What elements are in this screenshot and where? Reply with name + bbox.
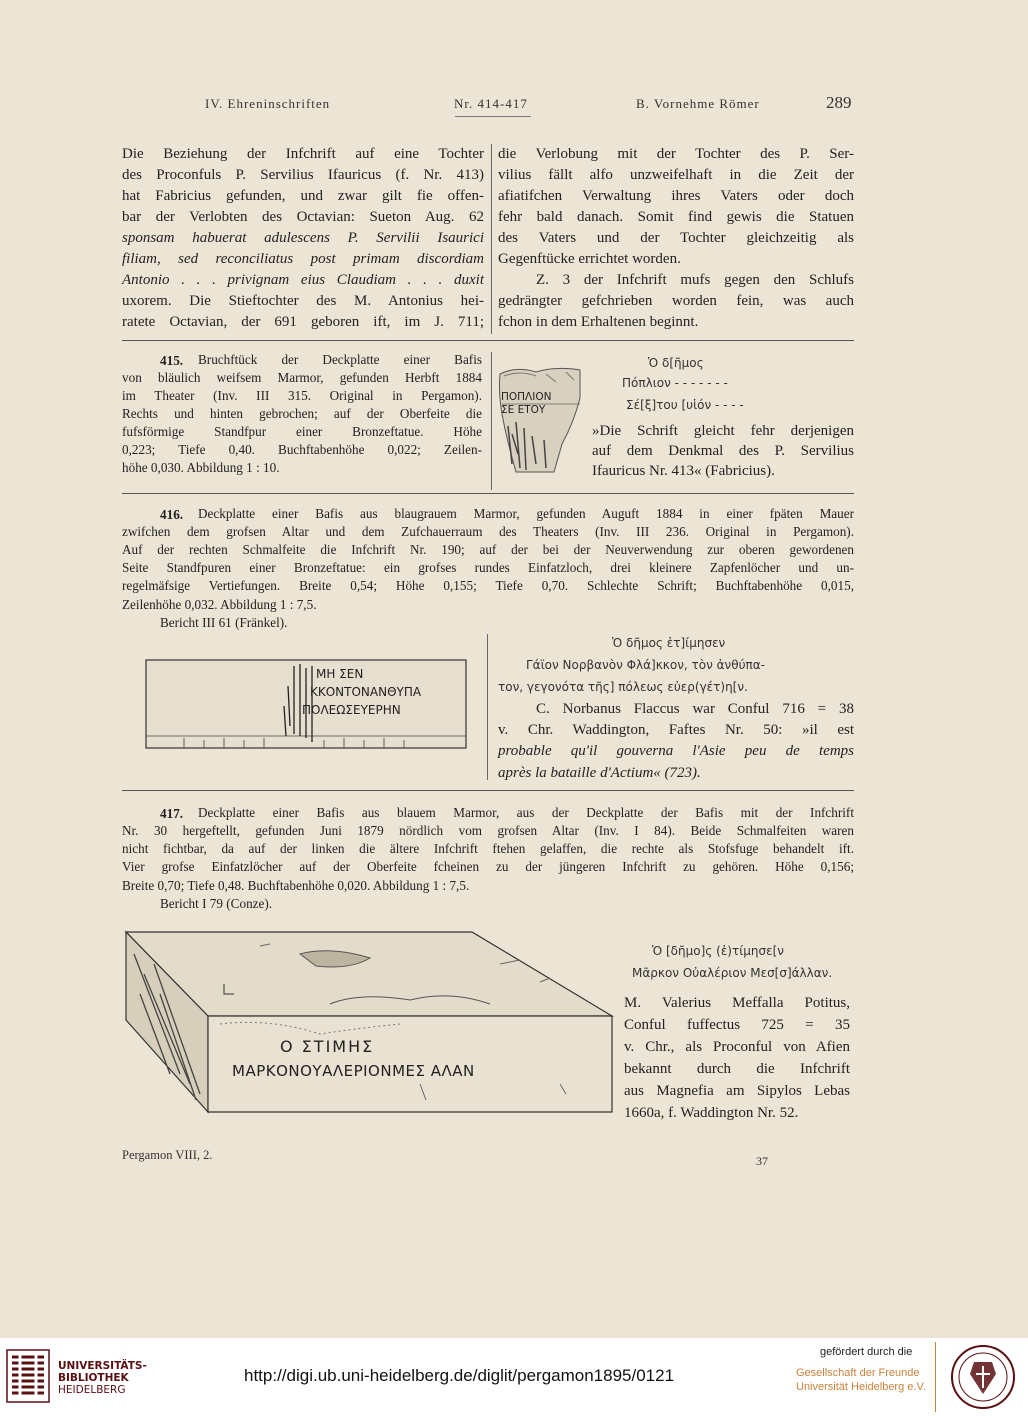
entry-416-inscription-3: τον, γεγονότα τῆς] πόλεως εὐερ(γέτ)η[ν. <box>498 680 748 694</box>
society-seal-icon <box>950 1344 1016 1410</box>
digitization-url-link[interactable]: http://digi.ub.uni-heidelberg.de/diglit/pergamon1895/0121 <box>244 1366 675 1385</box>
top-right-line-9: fchon in dem Erhaltenen beginnt. <box>498 314 699 330</box>
top-right-line-4: fehr bald danach. Somit find gewis die Statuen <box>498 209 854 225</box>
block-text-2: ΜΑΡΚΟΝΟΥΑΛΕΡΙΟΝΜΕΣ ΑΛΑΝ <box>232 1062 475 1080</box>
entry-417-line-3: nicht fichtbar, da auf der linken die ältere Infchrift ftehen gelaffen, die rechte als Stofsfuge behandelt ift. <box>122 841 854 856</box>
entry-415-line-7: höhe 0,030. Abbildung 1 : 10. <box>122 460 280 475</box>
fragment-text-1: ΠΟΠΛΙΟΝ <box>501 391 552 403</box>
digitization-bar <box>0 1338 1028 1416</box>
slab-text-3: ΠΟΛΕΩΣΕΥΕΡΗΝ <box>302 703 401 717</box>
entry-415-commentary-1: »Die Schrift gleicht fehr derjenigen <box>592 423 854 439</box>
entry-416-inscription-2: Γάϊον Νορβανὸν Φλά]κκον, τὸν ἀνθύπα- <box>526 658 765 672</box>
entry-416-line-3: Auf der rechten Schmalfeite die Infchrift Nr. 190; auf der bei der Neuverwendung zur oberen gewordenen <box>122 542 854 557</box>
entry-417-figure <box>120 924 616 1146</box>
entry-417-report: Bericht I 79 (Conze). <box>160 896 273 911</box>
top-right-line-3: afiatifchen Verwaltung ihres Vaters oder doch <box>498 188 854 204</box>
entry-417-commentary-4: bekannt durch die Infchrift <box>624 1061 850 1077</box>
header-underline <box>455 116 531 117</box>
library-name-1: UNIVERSITÄTS- <box>58 1360 147 1372</box>
top-right-line-8: gedrängter gefchrieben worden fein, was auch <box>498 293 854 309</box>
header-center: Nr. 414-417 <box>454 96 528 111</box>
entry-415-line-2: von bläulich weifsem Marmor, gefunden Herbft 1884 <box>122 370 482 385</box>
entry-416-line-6: Zeilenhöhe 0,032. Abbildung 1 : 7,5. <box>122 597 317 612</box>
top-left-line-1: Die Beziehung der Infchrift auf eine Tochter <box>122 146 484 162</box>
top-left-line-6: filiam, sed reconciliatus post primam discordiam <box>122 251 484 267</box>
footer-signature: Pergamon VIII, 2. <box>122 1148 213 1162</box>
entry-415-commentary-3: Ifauricus Nr. 413« (Fabricius). <box>592 463 775 479</box>
entry-415-figure <box>496 364 584 476</box>
fragment-drawing <box>496 364 584 476</box>
slab-text-2: ΚΚΟΝΤΟΝΑΝΘΥΠΑ <box>310 685 422 699</box>
header-left: IV. Ehreninschriften <box>205 96 331 111</box>
entry-415-inscription-2: Πόπλιον - - - - - - - <box>622 376 728 390</box>
entry-415-line-6: 0,223; Tiefe 0,40. Buchftabenhöhe 0,022; Zeilen- <box>122 442 482 457</box>
entry-416-commentary-3: probable qu'il gouverna l'Asie peu de temps <box>498 743 854 759</box>
fragment-text-2: ΣΕ ΕΤΟΥ <box>501 404 546 416</box>
top-left-line-8: uxorem. Die Stieftochter des M. Antonius hei- <box>122 293 484 309</box>
society-name-1: Gesellschaft der Freunde <box>796 1367 920 1379</box>
entry-415-inscription-1: Ὁ δ[ῆμος <box>648 356 704 370</box>
library-name-3: HEIDELBERG <box>58 1384 126 1396</box>
entry-417-number: 417. <box>160 806 184 821</box>
section-rule-3 <box>122 790 854 791</box>
entry-416-commentary-1: C. Norbanus Flaccus war Conful 716 = 38 <box>536 701 854 717</box>
top-right-line-5: des Vaters und der Tochter gleichzeitig als <box>498 230 854 246</box>
entry-415-number: 415. <box>160 353 184 368</box>
top-left-line-2: des Proconfuls P. Servilius Ifauricus (f. Nr. 413) <box>122 167 484 183</box>
entry-415-line-5: fufsförmige Standfpur einer Bronzeftatue. Höhe <box>122 424 482 439</box>
library-logo-icon <box>6 1349 50 1403</box>
entry-416-line-5: regelmäfsige Vertiefungen. Breite 0,54; Höhe 0,155; Tiefe 0,70. Schlechte Schrift; Buchftabenhöhe 0,015, <box>122 578 854 593</box>
entry-416-line-1: Deckplatte einer Bafis aus blaugrauem Marmor, gefunden Auguft 1884 in einer fpäten Mauer <box>198 506 854 521</box>
block-drawing <box>120 924 616 1146</box>
top-right-line-2: vilius fällt alfo unzweifelhaft in die Zeit der <box>498 167 854 183</box>
entry-416-divider <box>487 634 488 780</box>
entry-416-commentary-4: après la bataille d'Actium« (723). <box>498 765 701 781</box>
entry-417-commentary-3: v. Chr., als Proconful von Afien <box>624 1039 850 1055</box>
entry-415-divider <box>491 352 492 490</box>
entry-416-report: Bericht III 61 (Fränkel). <box>160 615 288 630</box>
entry-415-line-4: Rechts und hinten gebrochen; auf der Oberfeite die <box>122 406 482 421</box>
funded-by-label: gefördert durch die <box>820 1346 913 1358</box>
top-left-line-7: Antonio . . . privignam eius Claudiam . . . duxit <box>122 272 484 288</box>
library-name-2: BIBLIOTHEK <box>58 1372 129 1384</box>
section-rule-1 <box>122 340 854 341</box>
entry-416-figure <box>144 656 474 752</box>
entry-417-line-4: Vier grofse Einfatzlöcher auf der Oberfeite fcheinen zu der jüngeren Infchrift zu gehören. Höhe 0,156; <box>122 859 854 874</box>
slab-drawing <box>144 656 474 752</box>
entry-417-line-5: Breite 0,70; Tiefe 0,48. Buchftabenhöhe 0,020. Abbildung 1 : 7,5. <box>122 878 470 893</box>
entry-417-line-1: Deckplatte einer Bafis aus blauem Marmor, aus der Deckplatte der Bafis mit der Infchrift <box>198 805 854 820</box>
top-right-line-1: die Verlobung mit der Tochter des P. Ser- <box>498 146 854 162</box>
footer-sheet-number: 37 <box>756 1154 768 1168</box>
entry-417-commentary-1: M. Valerius Meffalla Potitus, <box>624 995 850 1011</box>
page-number: 289 <box>826 93 852 112</box>
entry-415-commentary-2: auf dem Denkmal des P. Servilius <box>592 443 854 459</box>
entry-415-line-1: Bruchftück der Deckplatte einer Bafis <box>198 352 482 367</box>
entry-415-inscription-3: Σέ[ξ]του [υἱόν - - - - <box>626 398 744 412</box>
top-left-line-5: sponsam habuerat adulescens P. Servilii Isaurici <box>122 230 484 246</box>
slab-text-1: ΜΗ ΣΕΝ <box>316 667 364 681</box>
entry-416-line-4: Seite Standfpuren einer Bronzeftatue: ein grofses rundes Einfatzloch, drei kleinere Zapfenlöcher und un- <box>122 560 854 575</box>
top-right-line-7: Z. 3 der Infchrift mufs gegen den Schlufs <box>536 272 854 288</box>
entry-416-line-2: zwifchen dem grofsen Altar und dem Zufchauerraum des Theaters (Inv. III 236. Original in Pergamon). <box>122 524 854 539</box>
top-left-line-3: hat Fabricius gefunden, und zwar gilt fie offen- <box>122 188 484 204</box>
entry-416-inscription-1: Ὁ δῆμος ἐτ]ίμησεν <box>612 636 726 650</box>
entry-417-commentary-6: 1660a, f. Waddington Nr. 52. <box>624 1105 799 1121</box>
entry-417-inscription-2: Μᾶρκον Οὐαλέριον Μεσ[σ]άλλαν. <box>632 966 833 980</box>
entry-417-commentary-2: Conful fuffectus 725 = 35 <box>624 1017 850 1033</box>
top-right-line-6: Gegenftücke errichtet worden. <box>498 251 681 267</box>
top-left-line-9: ratete Octavian, der 691 geboren ift, im J. 711; <box>122 314 484 330</box>
block-text-1: Ο ΣΤΙΜΗΣ <box>280 1037 375 1056</box>
header-right: B. Vornehme Römer <box>636 96 760 111</box>
bar-divider <box>935 1342 936 1412</box>
entry-415-line-3: im Theater (Inv. III 315. Original in Pergamon). <box>122 388 482 403</box>
entry-417-commentary-5: aus Magnefia am Sipylos Lebas <box>624 1083 850 1099</box>
entry-416-number: 416. <box>160 507 184 522</box>
entry-416-commentary-2: v. Chr. Waddington, Faftes Nr. 50: »il est <box>498 722 854 738</box>
entry-417-inscription-1: Ὁ [δῆμο]ς (ἐ)τίμησε[ν <box>652 944 784 958</box>
top-left-line-4: bar der Verlobten des Octavian: Sueton Aug. 62 <box>122 209 484 225</box>
column-divider <box>491 144 492 334</box>
society-name-2: Universität Heidelberg e.V. <box>796 1381 926 1393</box>
section-rule-2 <box>122 493 854 494</box>
entry-417-line-2: Nr. 30 hergeftellt, gefunden Juni 1879 nördlich vom grofsen Altar (Inv. I 84). Beide Schmalfeiten waren <box>122 823 854 838</box>
